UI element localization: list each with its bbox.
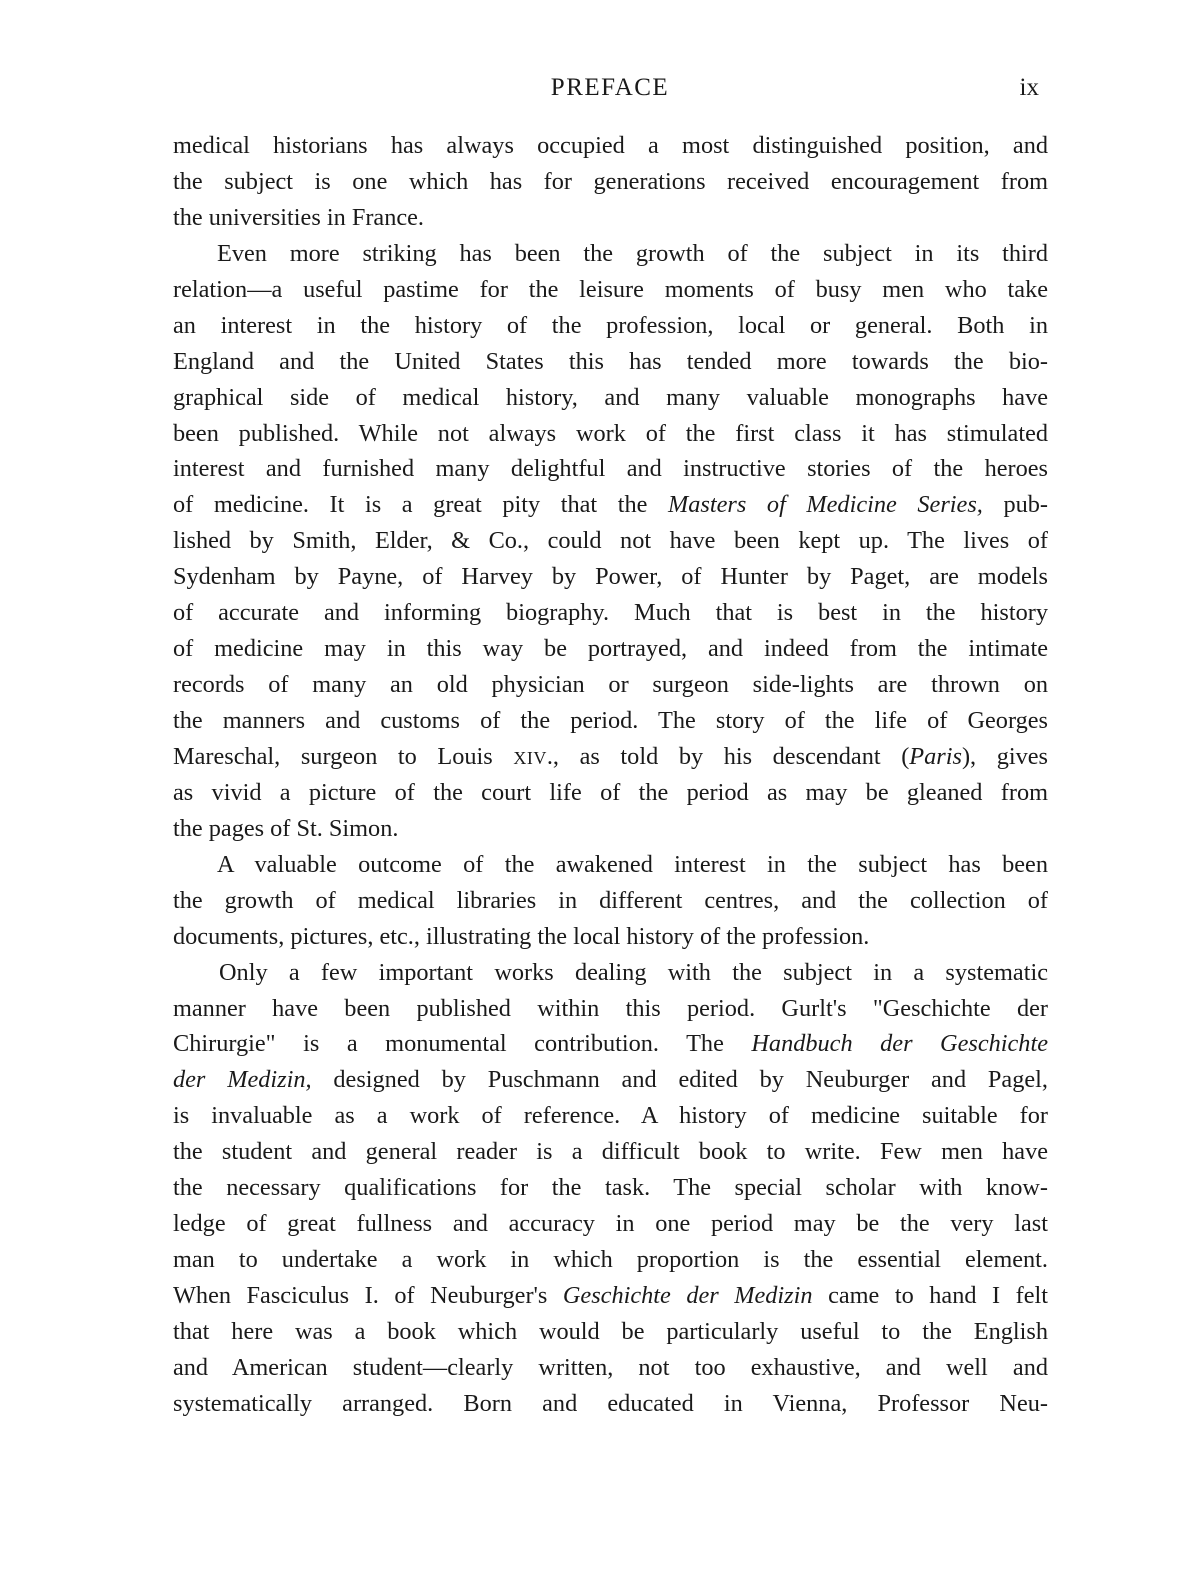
body-text (173, 128, 1048, 1422)
roman-numeral: XIV (513, 747, 547, 768)
text-line: lished by Smith, Elder, & Co., could not have been kept up. The lives of (173, 527, 1048, 555)
text-run: pub- (982, 491, 1048, 519)
text-line: is invaluable as a work of reference. A history of medicine suitable for (173, 1102, 1048, 1130)
italic-book-title: der Medizin, (173, 1066, 312, 1094)
text-line: Only a few important works dealing with the subject in a systematic (219, 958, 1048, 986)
text-line: the growth of medical libraries in different centres, and the collection of (173, 886, 1048, 914)
text-line: records of many an old physician or surgeon side-lights are thrown on (173, 671, 1048, 699)
paragraph-2 (173, 236, 1048, 847)
text-run: When Fasciculus I. of Neuburger's (173, 1282, 563, 1309)
text-line: the student and general reader is a difficult book to write. Few men have (173, 1138, 1048, 1166)
text-line: documents, pictures, etc., illustrating the local history of the profession. (173, 922, 870, 950)
running-title: PREFACE (550, 74, 670, 101)
italic-book-title: Geschichte der Medizin (562, 1282, 813, 1309)
text-line (173, 1062, 1048, 1098)
text-run: Chirurgie" is a monumental contribution. The (173, 1030, 752, 1058)
text-line (173, 1026, 1048, 1062)
text-line: of medicine may in this way be portrayed, and indeed from the intimate (173, 635, 1048, 663)
text-line: ledge of great fullness and accuracy in one period may be the very last (173, 1210, 1048, 1238)
text-line: A valuable outcome of the awakened interest in the subject has been (217, 850, 1048, 878)
text-line: the subject is one which has for generations received encouragement from (173, 167, 1048, 195)
text-line: interest and furnished many delightful and instructive stories of the heroes (173, 455, 1048, 483)
text-line: the pages of St. Simon. (173, 814, 399, 842)
text-run: Mareschal, surgeon to Louis (173, 742, 514, 770)
paragraph-3 (173, 847, 1048, 955)
text-run: ., as told by his descendant ( (546, 742, 910, 770)
text-line: the manners and customs of the period. The story of the life of Georges (173, 707, 1048, 734)
text-line: as vivid a picture of the court life of the period as may be gleaned from (173, 778, 1048, 806)
text-line: that here was a book which would be particularly useful to the English (173, 1317, 1048, 1345)
text-line (173, 739, 1048, 775)
text-line: the necessary qualifications for the task. The special scholar with know- (173, 1174, 1048, 1202)
italic-place-name: Paris (909, 742, 962, 770)
text-line: medical historians has always occupied a most distinguished position, and (173, 132, 1048, 159)
text-run: came to hand I felt (812, 1282, 1049, 1309)
paragraph-1 (173, 128, 1048, 236)
running-head (175, 74, 1045, 108)
text-line: systematically arranged. Born and educated in Vienna, Professor Neu- (173, 1389, 1048, 1417)
text-line (173, 1278, 1048, 1314)
page-number: ix (1019, 74, 1039, 101)
italic-book-title: Handbuch der Geschichte (751, 1030, 1048, 1058)
text-run: ), gives (961, 742, 1048, 770)
text-run: designed by Puschmann and edited by Neuburger and Pagel, (311, 1066, 1048, 1094)
text-line: manner have been published within this period. Gurlt's "Geschichte der (173, 994, 1048, 1022)
text-line: England and the United States this has tended more towards the bio- (173, 347, 1048, 375)
text-line: of accurate and informing biography. Much that is best in the history (173, 599, 1048, 627)
text-line: an interest in the history of the profession, local or general. Both in (173, 311, 1048, 339)
text-line: been published. While not always work of the first class it has stimulated (173, 419, 1048, 447)
text-line: Even more striking has been the growth of the subject in its third (217, 239, 1048, 267)
text-line: Sydenham by Payne, of Harvey by Power, of Hunter by Paget, are models (173, 563, 1048, 591)
text-line: the universities in France. (173, 203, 425, 231)
text-line: and American student—clearly written, not too exhaustive, and well and (173, 1353, 1048, 1381)
text-run: of medicine. It is a great pity that the (173, 491, 669, 519)
paragraph-4 (173, 955, 1048, 1422)
text-line (173, 487, 1048, 523)
text-line: man to undertake a work in which proportion is the essential element. (173, 1246, 1048, 1274)
italic-series-title: Masters of Medicine Series, (668, 491, 983, 519)
text-line: relation—a useful pastime for the leisure moments of busy men who take (173, 275, 1048, 303)
text-line: graphical side of medical history, and many valuable monographs have (173, 383, 1048, 411)
